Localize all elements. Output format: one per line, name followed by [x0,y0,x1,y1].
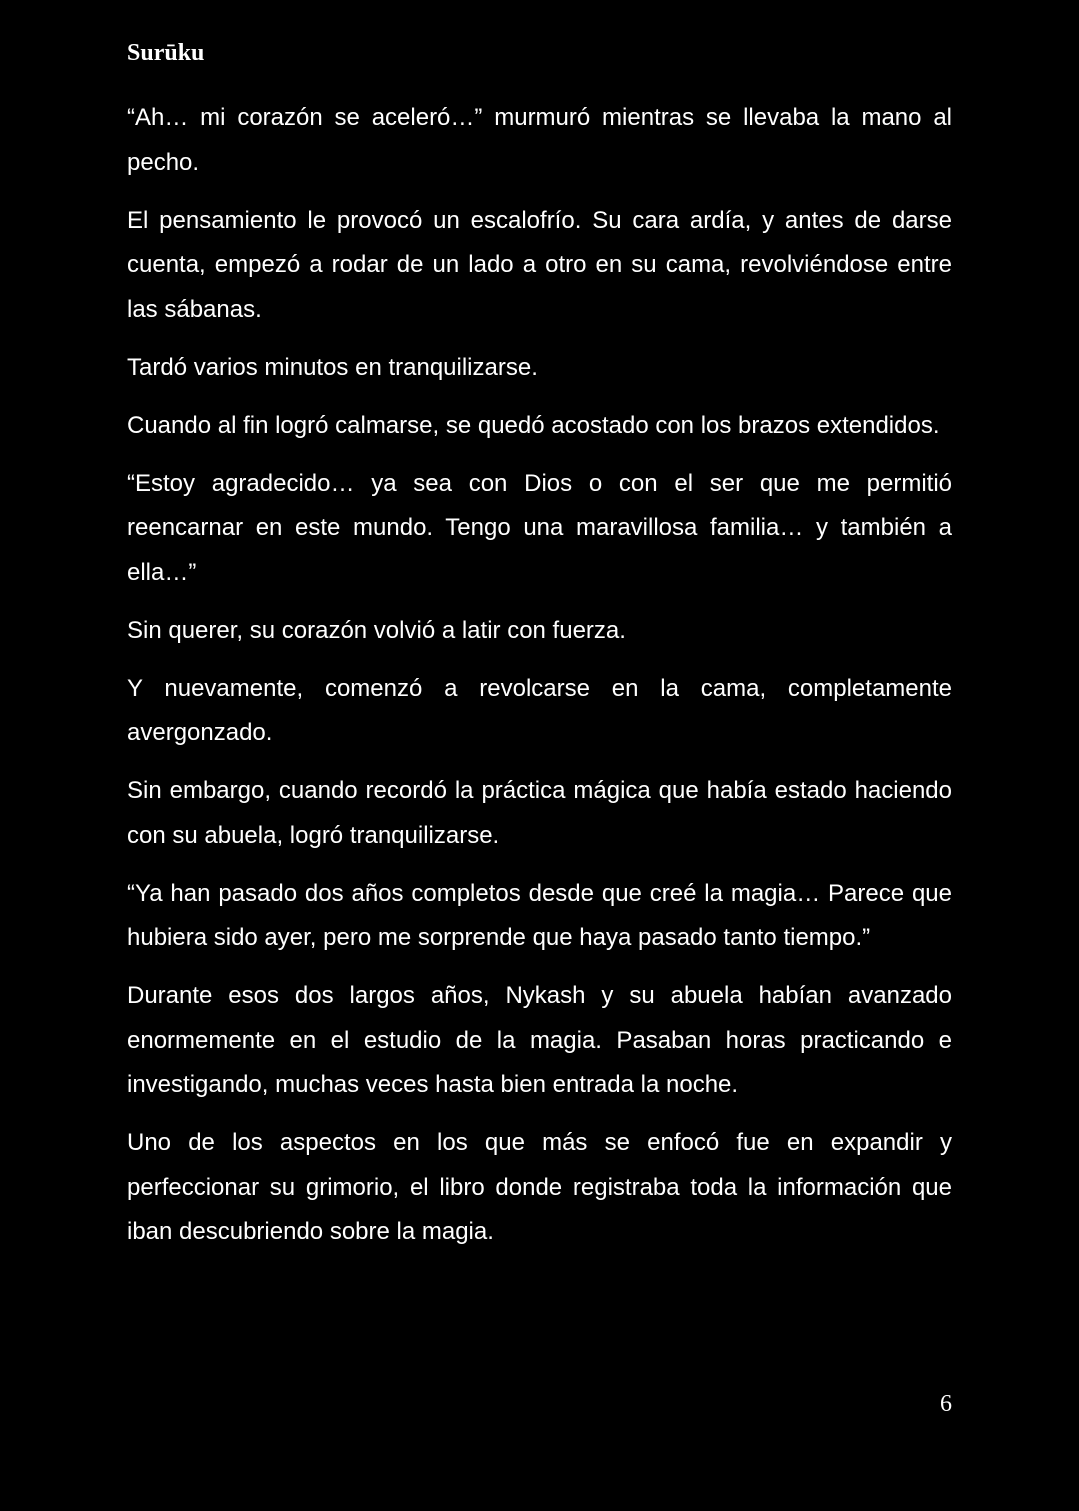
paragraph: Y nuevamente, comenzó a revolcarse en la cama, completamente avergonzado. [127,674,952,746]
paragraph: “Ya han pasado dos años completos desde que creé la magia… Parece que hubiera sido ayer, pero me sorprende que haya pasado tanto tiempo.” [127,879,952,951]
paragraph: “Ah… mi corazón se aceleró…” murmuró mientras se llevaba la mano al pecho. [127,104,952,176]
paragraph: Sin embargo, cuando recordó la práctica mágica que había estado haciendo con su abuela, logró tranquilizarse. [127,777,952,849]
page-number: 6 [940,1391,952,1417]
paragraph: Tardó varios minutos en tranquilizarse. [127,353,538,381]
paragraph: Cuando al fin logró calmarse, se quedó acostado con los brazos extendidos. [127,411,940,439]
chapter-body [127,96,952,1268]
paragraph: Uno de los aspectos en los que más se enfocó fue en expandir y perfeccionar su grimorio, el libro donde registraba toda la información que iban descubriendo sobre la magia. [127,1129,952,1245]
paragraph: Durante esos dos largos años, Nykash y su abuela habían avanzado enormemente en el estudio de la magia. Pasaban horas practicando e investigando, muchas veces hasta bien entrada la noche. [127,982,952,1098]
paragraph: El pensamiento le provocó un escalofrío. Su cara ardía, y antes de darse cuenta, empezó a rodar de un lado a otro en su cama, revolviéndose entre las sábanas. [127,206,952,323]
running-header-title: Surūku [127,40,205,66]
paragraph: “Estoy agradecido… ya sea con Dios o con el ser que me permitió reencarnar en este mundo. Tengo una maravillosa familia… y también a ella…” [127,469,952,586]
paragraph: Sin querer, su corazón volvió a latir con fuerza. [127,616,626,644]
